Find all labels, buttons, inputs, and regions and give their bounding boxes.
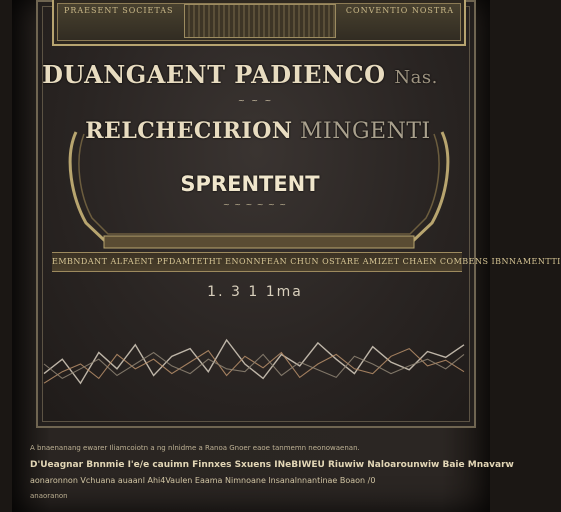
- deco-mark-1: ~ ~ ~: [238, 96, 274, 105]
- title-line-2-main: RELCHECIRION: [85, 118, 293, 144]
- caption-line-2: D'Ueagnar Bnnmie I'e/e cauimn Finnxes Sxuens INeBIWEU Riuwiw Naloarounwiw Baie Mnavarw: [30, 460, 514, 470]
- title-line-2: [58, 118, 458, 144]
- caption-line-1: A bnaenanang ewarer Iliamcoiotn a ng nlnidme a Ranoa Gnoer eaoe tanmemn neonowaenan.: [30, 444, 360, 452]
- title-line-3: SPRENTENT: [180, 172, 320, 196]
- title-line-2-suffix: MINGENTI: [300, 119, 431, 144]
- plaque-text-left: PRAESENT SOCIETAS: [64, 6, 174, 15]
- title-line-3-ornament: ~ ~ ~ ~ ~ ~: [223, 200, 287, 209]
- line-chart: [38, 308, 470, 420]
- top-plaque: [52, 0, 466, 46]
- caption-line-4: anaoranon: [30, 492, 68, 500]
- chart-series-group: [44, 340, 464, 383]
- chart-line-series-c: [44, 353, 464, 379]
- gilded-band: EMBNDANT ALFAENT PFDAMTETHT ENONNFEAN CHUN OSTARE AMIZET CHAEN COMBENS IBNNAMENTTI: [52, 252, 462, 272]
- arch-base: [104, 236, 414, 248]
- caption-line-3: aonaronnon Vchuana auaanl Ahi4Vaulen Eaama Nimnoane lnsanalnnantinae Boaon /0: [30, 476, 376, 485]
- title-line-1: [40, 60, 440, 89]
- title-line-1-suffix: Nas.: [394, 67, 438, 88]
- plaque-ornament: [184, 4, 336, 38]
- plaque-text-right: CONVENTIO NOSTRA: [345, 6, 454, 15]
- title-line-1-main: DUANGAENT PADIENCO: [42, 60, 386, 89]
- cover-date: 1. 3 1 1ma: [207, 284, 303, 300]
